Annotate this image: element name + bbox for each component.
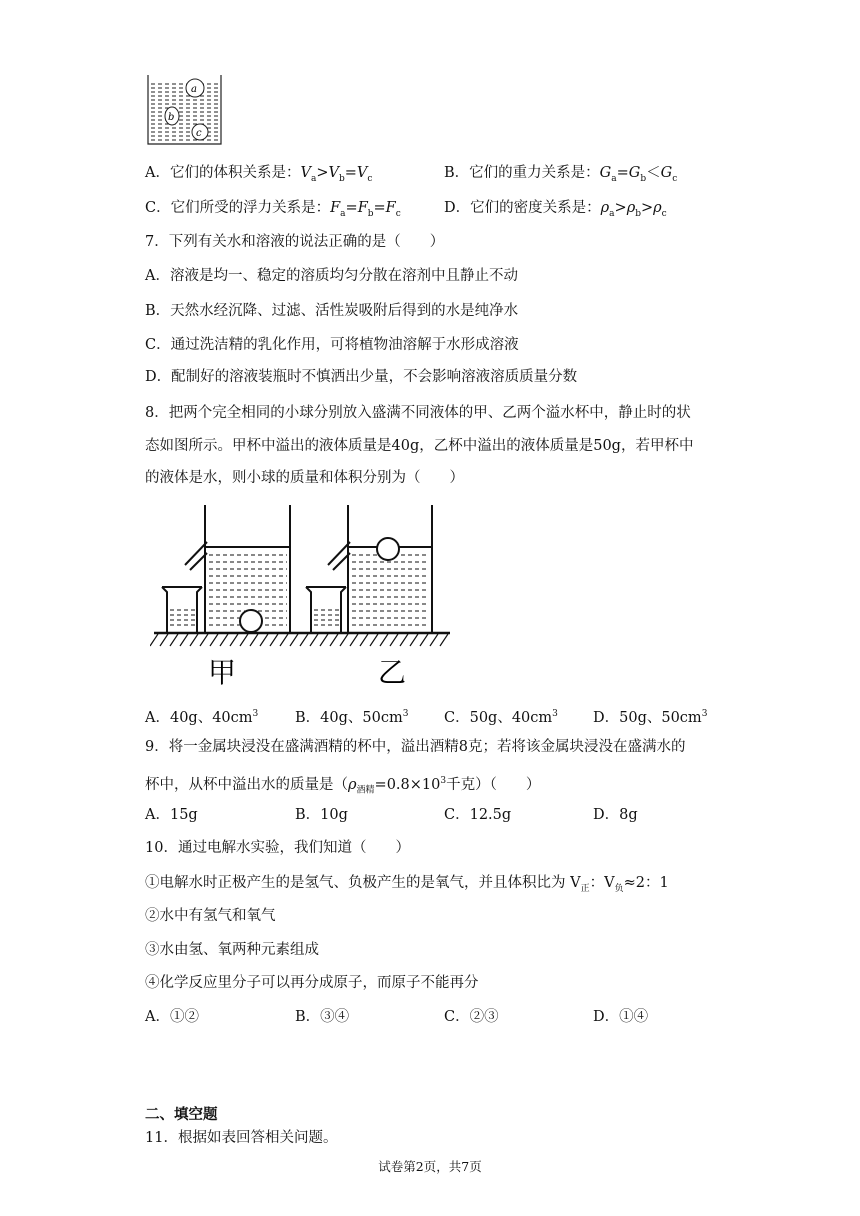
ground-hatch (270, 634, 278, 646)
ground-hatch (290, 634, 298, 646)
ground-hatch (190, 634, 198, 646)
q10-option-b: B．③④ (295, 1009, 350, 1025)
q7-option-c: C．通过洗洁精的乳化作用，可将植物油溶解于水形成溶液 (145, 337, 519, 353)
ground-hatch (160, 634, 168, 646)
q7-option-d: D．配制好的溶液装瓶时不慎洒出少量，不会影响溶液溶质质量分数 (145, 369, 578, 385)
ground-hatch (400, 634, 408, 646)
q6-option-c: C．它们所受的浮力关系是：$F_a=F_b=F_c$ (145, 200, 401, 219)
q6-beaker-figure (145, 72, 225, 148)
ground-hatch (170, 634, 178, 646)
q11-stem: 11．根据如表回答相关问题。 (145, 1130, 338, 1146)
q9-stem-line1: 9．将一金属块浸没在盛满酒精的杯中，溢出酒精8克；若将该金属块浸没在盛满水的 (145, 739, 686, 755)
label-yi: 乙 (378, 656, 407, 689)
ground-hatch (420, 634, 428, 646)
ground-hatch (340, 634, 348, 646)
q6-option-d: D．它们的密度关系是：$\rho_a>\rho_b>\rho_c$ (444, 200, 667, 219)
q7-stem: 7．下列有关水和溶液的说法正确的是（ ） (145, 234, 445, 250)
ground-hatch (180, 634, 188, 646)
q8-stem-line3: 的液体是水，则小球的质量和体积分别为（ ） (145, 470, 464, 486)
ground-hatch (250, 634, 258, 646)
q7-option-b: B．天然水经沉降、过滤、活性炭吸附后得到的水是纯净水 (145, 303, 519, 319)
ground-hatch (220, 634, 228, 646)
q9-option-d: D．8g (593, 807, 638, 823)
q8-option-c: C．50g、$40cm^3$ (444, 709, 558, 726)
q8-stem-line1: 8．把两个完全相同的小球分别放入盛满不同液体的甲、乙两个溢水杯中，静止时的状 (145, 405, 691, 421)
ground-hatch (380, 634, 388, 646)
ground-hatch (350, 634, 358, 646)
ball-c-label: c (196, 128, 202, 139)
ground-hatch (280, 634, 288, 646)
q8-overflow-cups-figure (150, 500, 455, 692)
q10-statement-1: ①电解水时正极产生的是氢气、负极产生的是氧气，并且体积比为 $V_正$：$V_负\approx 2$：1 (145, 875, 669, 894)
ground-hatch (240, 634, 248, 646)
q9-option-b: B．10g (295, 807, 348, 823)
q9-stem-line2: 杯中，从杯中溢出水的质量是（$\rho_{酒精}=0.8\times 10^3$千克）（ ） (145, 776, 541, 796)
ground-hatch (150, 634, 158, 646)
q10-option-a: A．①② (145, 1009, 199, 1025)
ground-hatch (390, 634, 398, 646)
page-footer: 试卷第2页，共7页 (378, 1159, 482, 1174)
ground-hatch (310, 634, 318, 646)
ground-hatch (300, 634, 308, 646)
q6-option-a: A．它们的体积关系是：$V_a>V_b=V_c$ (145, 165, 373, 184)
q8-option-b: B．40g、$50cm^3$ (295, 709, 409, 726)
q8-option-a: A．40g、$40cm^3$ (145, 709, 259, 726)
ground-hatch (230, 634, 238, 646)
q10-option-c: C．②③ (444, 1009, 499, 1025)
q8-option-d: D．50g、$50cm^3$ (593, 709, 708, 726)
ball-a-label: a (191, 84, 197, 95)
q6-option-b: B．它们的重力关系是：$G_a=G_b<G_c$ (444, 165, 678, 184)
q10-statement-2: ②水中有氢气和氧气 (145, 908, 276, 924)
ground-hatch (410, 634, 418, 646)
ground-hatch (260, 634, 268, 646)
q10-stem: 10．通过电解水实验，我们知道（ ） (145, 840, 410, 856)
section-heading: 二、填空题 (145, 1107, 218, 1123)
ground-hatch (370, 634, 378, 646)
q7-option-a: A．溶液是均一、稳定的溶质均匀分散在溶剂中且静止不动 (145, 268, 518, 284)
ground-hatch (320, 634, 328, 646)
q10-statement-3: ③水由氢、氧两种元素组成 (145, 942, 319, 958)
ground-hatch (210, 634, 218, 646)
ground-hatch (360, 634, 368, 646)
ground-hatch (430, 634, 438, 646)
ball-b-label: b (168, 112, 175, 123)
q8-stem-line2: 态如图所示。甲杯中溢出的液体质量是40g，乙杯中溢出的液体质量是50g，若甲杯中 (145, 438, 694, 454)
ground-hatch (330, 634, 338, 646)
q9-option-c: C．12.5g (444, 807, 512, 823)
q9-option-a: A．15g (145, 807, 198, 823)
label-jia: 甲 (208, 656, 237, 689)
ground-hatch (440, 634, 448, 646)
q10-statement-4: ④化学反应里分子可以再分成原子，而原子不能再分 (145, 975, 479, 991)
q10-option-d: D．①④ (593, 1009, 649, 1025)
ground-hatch (200, 634, 208, 646)
